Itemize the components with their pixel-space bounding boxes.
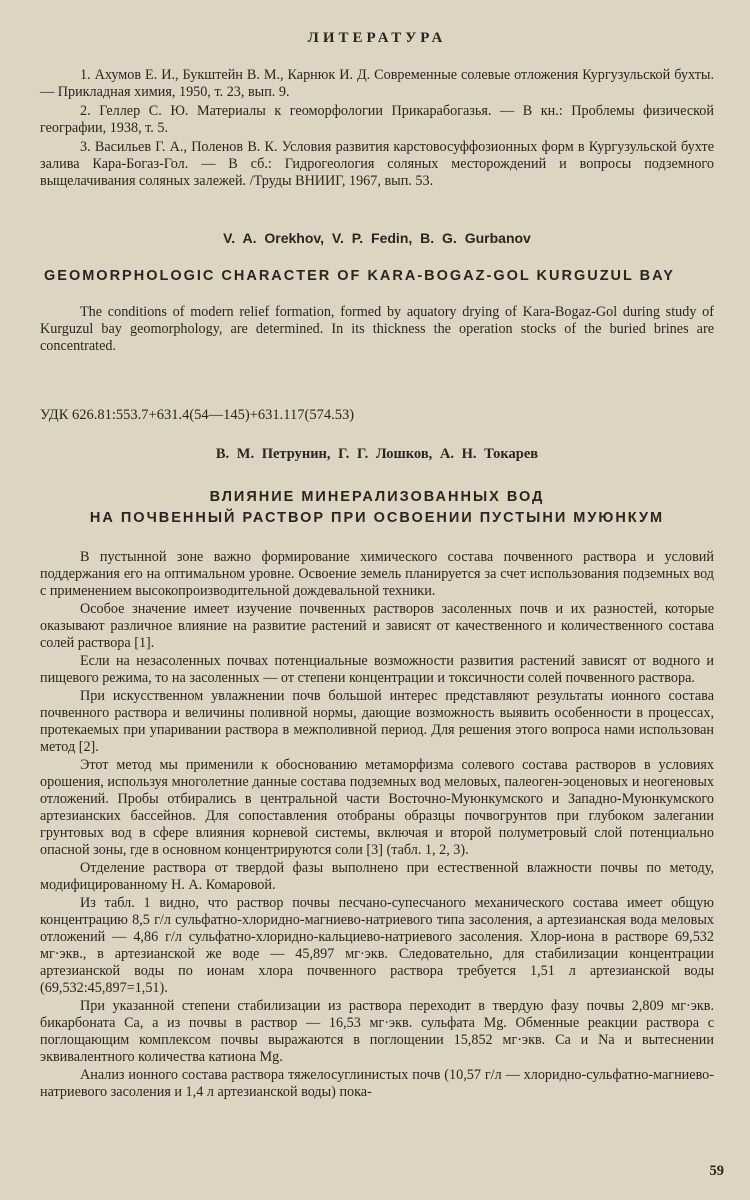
- reference-item: 2. Геллер С. Ю. Материалы к геоморфологии Прикарабогазья. — В кн.: Проблемы физической географии, 1938, т. 5.: [40, 103, 714, 136]
- body-paragraph: Особое значение имеет изучение почвенных растворов засоленных почв и их разностей, которые оказывают различное влияние на развитие растений и зависят от качественного и количественного состава солей раствора [1].: [40, 601, 714, 651]
- udk-code: УДК 626.81:553.7+631.4(54—145)+631.117(574.53): [40, 407, 355, 423]
- body-paragraph: При искусственном увлажнении почв большой интерес представляют результаты ионного состава почвенного раствора и величины поливной нормы, дающие возможность выявить особенности в процессах, протекаемых при упаривании раствора в межполивной период. Для решения этого вопроса нами использован метод [2].: [40, 688, 714, 755]
- article-title: [40, 487, 714, 529]
- body-paragraph: При указанной степени стабилизации из раствора переходит в твердую фазу почвы 2,809 мг·экв. бикарбоната Ca, а из почвы в раствор — 16,53 мг·экв. сульфата Mg. Обменные реакции раствора с поглощающим комплексом почвы выражаются в поглощении 15,852 мг·экв. Ca и Na и вытеснении эквивалентного количества катиона Mg.: [40, 998, 714, 1065]
- body-paragraph: В пустынной зоне важно формирование химического состава почвенного раствора и условий поддержания его на оптимальном уровне. Освоение земель планируется за счет использования подземных вод с применением высокопроизводительной дождевальной техники.: [40, 549, 714, 599]
- reference-item: 1. Ахумов Е. И., Букштейн В. М., Карнюк И. Д. Современные солевые отложения Кургузульской бухты. — Прикладная химия, 1950, т. 23, вып. 9.: [40, 67, 714, 100]
- body-paragraph: Отделение раствора от твердой фазы выполнено при естественной влажности почвы по методу, модифицированному Н. А. Комаровой.: [40, 860, 714, 893]
- body-paragraph: Этот метод мы применили к обоснованию метаморфизма солевого состава растворов в условиях орошения, используя многолетние данные состава подземных вод меловых, палеоген-эоценовых и неогеновых отложений. Пробы отбирались в центральной части Восточно-Муюнкумского и Западно-Муюнкумского артезианских бассейнов. Для сопоставления отобраны образцы почвогрунтов при глубоком залегании грунтовых вод в сфере влияния корневой системы, включая и второй полуметровый слой потенциально опасной зоны, где в основном концентрируются соли [3] (табл. 1, 2, 3).: [40, 757, 714, 858]
- literature-heading: ЛИТЕРАТУРА: [307, 30, 447, 46]
- body-paragraph: Если на незасоленных почвах потенциальные возможности развития растений зависят от водного и пищевого режима, то на засоленных — от степени концентрации и токсичности солей почвенного раствора.: [40, 653, 714, 686]
- body-paragraph: Анализ ионного состава раствора тяжелосуглинистых почв (10,57 г/л — хлоридно-сульфатно-магниево-натриевого засоления и 1,4 л артезианской воды) пока-: [40, 1067, 714, 1100]
- english-title: GEOMORPHOLOGIC CHARACTER OF KARA-BOGAZ-GOL KURGUZUL BAY: [44, 268, 675, 284]
- english-abstract-text: The conditions of modern relief formation, formed by aquatory drying of Kara-Bogaz-Gol during study of Kurguzul bay geomorphology, are determined. In its thickness the operation stocks of the buried brines are concentrated.: [40, 304, 714, 354]
- article-authors: В. М. Петрунин, Г. Г. Лошков, А. Н. Токарев: [215, 446, 539, 462]
- article-title-line: ВЛИЯНИЕ МИНЕРАЛИЗОВАННЫХ ВОД: [209, 489, 545, 505]
- body-paragraph: Из табл. 1 видно, что раствор почвы песчано-супесчаного механического состава имеет общую концентрацию 8,5 г/л сульфатно-хлоридно-магниево-натриевого типа засоления, а артезианская вода меловых отложений — 4,86 г/л сульфатно-хлоридно-кальциево-натриевого засоления. Хлор-иона в растворе 69,532 мг·экв., в артезианской же воде — 45,897 мг·экв. Следовательно, для стабилизации концентрации артезианской воды по ионам хлора почвенного раствора требуется 1,51 л артезианской воды (69,532:45,897=1,51).: [40, 895, 714, 996]
- article-body: [40, 549, 714, 1101]
- page-number: 59: [709, 1163, 724, 1179]
- article-title-line: НА ПОЧВЕННЫЙ РАСТВОР ПРИ ОСВОЕНИИ ПУСТЫНИ МУЮНКУМ: [89, 510, 665, 526]
- reference-item: 3. Васильев Г. А., Поленов В. К. Условия развития карстовосуффозионных форм в Кургузульской бухте залива Кара-Богаз-Гол. — В сб.: Гидрогеология соляных месторождений и вопросы подземного выщелачивания соляных залежей. /Труды ВНИИГ, 1967, вып. 53.: [40, 139, 714, 189]
- english-authors: V. A. Orekhov, V. P. Fedin, B. G. Gurbanov: [223, 230, 531, 246]
